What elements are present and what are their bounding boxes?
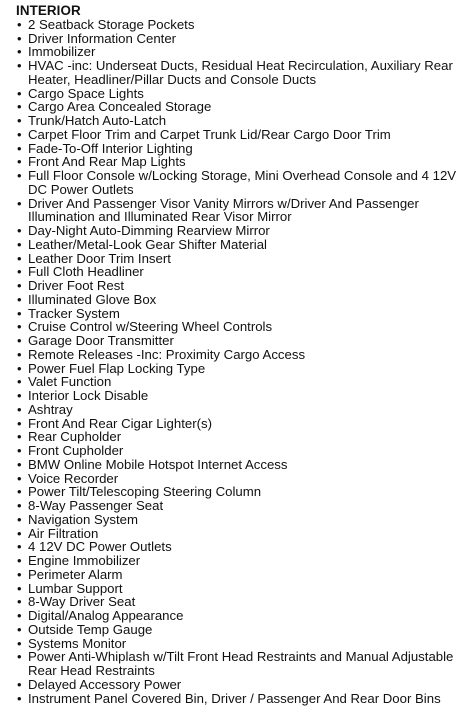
bullet-icon: • [17, 168, 22, 184]
list-item-text: Front And Rear Map Lights [28, 154, 186, 170]
bullet-icon: • [17, 553, 22, 569]
list-item [16, 609, 460, 623]
list-item [16, 279, 460, 293]
bullet-icon: • [17, 580, 22, 596]
bullet-icon: • [17, 690, 22, 706]
bullet-icon: • [17, 126, 22, 142]
bullet-icon: • [17, 16, 22, 32]
list-item [16, 197, 460, 225]
list-item-text: Full Cloth Headliner [28, 264, 144, 280]
bullet-icon: • [17, 443, 22, 459]
bullet-icon: • [17, 44, 22, 60]
bullet-icon: • [17, 388, 22, 404]
list-item-text: Rear Cupholder [28, 429, 122, 445]
list-item-text: Digital/Analog Appearance [28, 608, 184, 624]
list-item [16, 444, 460, 458]
bullet-icon: • [17, 566, 22, 582]
list-item-text: Leather Door Trim Insert [28, 250, 171, 266]
list-item [16, 307, 460, 321]
list-item-text: Garage Door Transmitter [28, 333, 174, 349]
list-item-text: Navigation System [28, 511, 138, 527]
list-item-text: Power Fuel Flap Locking Type [28, 360, 206, 376]
list-item-text: Air Filtration [28, 525, 99, 541]
list-item [16, 678, 460, 692]
list-item [16, 595, 460, 609]
list-item [16, 692, 460, 706]
list-item-text: Systems Monitor [28, 635, 127, 651]
list-item [16, 224, 460, 238]
list-item-text: Remote Releases -Inc: Proximity Cargo Access [28, 346, 306, 362]
list-item [16, 293, 460, 307]
list-item-text: Engine Immobilizer [28, 553, 141, 569]
bullet-icon: • [17, 291, 22, 307]
list-item-text: Delayed Accessory Power [28, 676, 182, 692]
list-item [16, 650, 460, 678]
list-item [16, 554, 460, 568]
bullet-icon: • [17, 415, 22, 431]
list-item [16, 252, 460, 266]
list-item [16, 375, 460, 389]
list-item [16, 417, 460, 431]
list-item [16, 128, 460, 142]
bullet-icon: • [17, 305, 22, 321]
list-item [16, 32, 460, 46]
bullet-icon: • [17, 333, 22, 349]
bullet-icon: • [17, 85, 22, 101]
list-item-text: Front Cupholder [28, 443, 124, 459]
list-item [16, 623, 460, 637]
list-item-text: Full Floor Console w/Locking Storage, Mini Overhead Console and 4 12V DC Power Outlets [28, 168, 457, 197]
list-item-text: Cargo Area Concealed Storage [28, 99, 212, 115]
bullet-icon: • [17, 278, 22, 294]
bullet-icon: • [17, 30, 22, 46]
list-item [16, 59, 460, 87]
list-item [16, 348, 460, 362]
list-item [16, 334, 460, 348]
bullet-icon: • [17, 264, 22, 280]
list-item [16, 540, 460, 554]
bullet-icon: • [17, 676, 22, 692]
list-item-text: Leather/Metal-Look Gear Shifter Material [28, 236, 267, 252]
bullet-icon: • [17, 319, 22, 335]
bullet-icon: • [17, 429, 22, 445]
list-item [16, 87, 460, 101]
bullet-icon: • [17, 99, 22, 115]
list-item [16, 485, 460, 499]
list-item-text: Driver Information Center [28, 30, 177, 46]
list-item [16, 45, 460, 59]
bullet-icon: • [17, 498, 22, 514]
list-item-text: Driver Foot Rest [28, 278, 124, 294]
list-item [16, 499, 460, 513]
list-item [16, 142, 460, 156]
list-item-text: 2 Seatback Storage Pockets [28, 16, 195, 32]
bullet-icon: • [17, 539, 22, 555]
list-item [16, 362, 460, 376]
list-item [16, 513, 460, 527]
list-item [16, 527, 460, 541]
bullet-icon: • [17, 484, 22, 500]
list-item-text: Cargo Space Lights [28, 85, 144, 101]
list-item [16, 114, 460, 128]
list-item [16, 568, 460, 582]
list-item-text: HVAC -inc: Underseat Ducts, Residual Heat Recirculation, Auxiliary Rear Heater, Headliner/Pillar Ducts and Console Ducts [28, 58, 453, 87]
list-item-text: 8-Way Passenger Seat [28, 498, 164, 514]
bullet-icon: • [17, 360, 22, 376]
list-item-text: 4 12V DC Power Outlets [28, 539, 172, 555]
bullet-icon: • [17, 608, 22, 624]
list-item-text: Instrument Panel Covered Bin, Driver / Passenger And Rear Door Bins [28, 690, 441, 706]
bullet-icon: • [17, 223, 22, 239]
list-item-text: Illuminated Glove Box [28, 291, 157, 307]
section-heading: INTERIOR [16, 3, 81, 18]
list-item [16, 238, 460, 252]
list-item-text: Fade-To-Off Interior Lighting [28, 140, 193, 156]
bullet-icon: • [17, 525, 22, 541]
bullet-icon: • [17, 113, 22, 129]
bullet-icon: • [17, 374, 22, 390]
list-item-text: Power Tilt/Telescoping Steering Column [28, 484, 262, 500]
bullet-icon: • [17, 621, 22, 637]
bullet-icon: • [17, 649, 22, 665]
list-item-text: Trunk/Hatch Auto-Latch [28, 113, 167, 129]
bullet-icon: • [17, 250, 22, 266]
list-item [16, 403, 460, 417]
list-item [16, 265, 460, 279]
list-item [16, 100, 460, 114]
bullet-icon: • [17, 236, 22, 252]
bullet-icon: • [17, 140, 22, 156]
list-item-text: Voice Recorder [28, 470, 119, 486]
bullet-icon: • [17, 594, 22, 610]
list-item-text: Day-Night Auto-Dimming Rearview Mirror [28, 223, 270, 239]
bullet-icon: • [17, 456, 22, 472]
feature-list [16, 18, 460, 706]
list-item [16, 430, 460, 444]
list-item [16, 320, 460, 334]
list-item [16, 18, 460, 32]
list-item-text: Valet Function [28, 374, 112, 390]
list-item-text: Perimeter Alarm [28, 566, 123, 582]
list-item [16, 458, 460, 472]
bullet-icon: • [17, 470, 22, 486]
list-item [16, 155, 460, 169]
list-item-text: Lumbar Support [28, 580, 123, 596]
bullet-icon: • [17, 154, 22, 170]
list-item [16, 582, 460, 596]
list-item-text: Outside Temp Gauge [28, 621, 153, 637]
list-item-text: Tracker System [28, 305, 120, 321]
list-item-text: Immobilizer [28, 44, 96, 60]
bullet-icon: • [17, 401, 22, 417]
list-item-text: Ashtray [28, 401, 73, 417]
list-item-text: Driver And Passenger Visor Vanity Mirrors w/Driver And Passenger Illumination and Illuminated Rear Visor Mirror [28, 195, 419, 225]
list-item-text: Power Anti-Whiplash w/Tilt Front Head Restraints and Manual Adjustable Rear Head Restraints [28, 649, 454, 679]
bullet-icon: • [17, 195, 22, 211]
bullet-icon: • [17, 511, 22, 527]
list-item-text: Cruise Control w/Steering Wheel Controls [28, 319, 273, 335]
list-item-text: Front And Rear Cigar Lighter(s) [28, 415, 212, 431]
list-item-text: Carpet Floor Trim and Carpet Trunk Lid/Rear Cargo Door Trim [28, 126, 391, 142]
list-item [16, 472, 460, 486]
bullet-icon: • [17, 58, 22, 74]
list-item [16, 169, 460, 197]
bullet-icon: • [17, 635, 22, 651]
list-item-text: 8-Way Driver Seat [28, 594, 136, 610]
bullet-icon: • [17, 346, 22, 362]
list-item-text: BMW Online Mobile Hotspot Internet Access [28, 456, 288, 472]
list-item [16, 637, 460, 651]
list-item [16, 389, 460, 403]
list-item-text: Interior Lock Disable [28, 388, 149, 404]
